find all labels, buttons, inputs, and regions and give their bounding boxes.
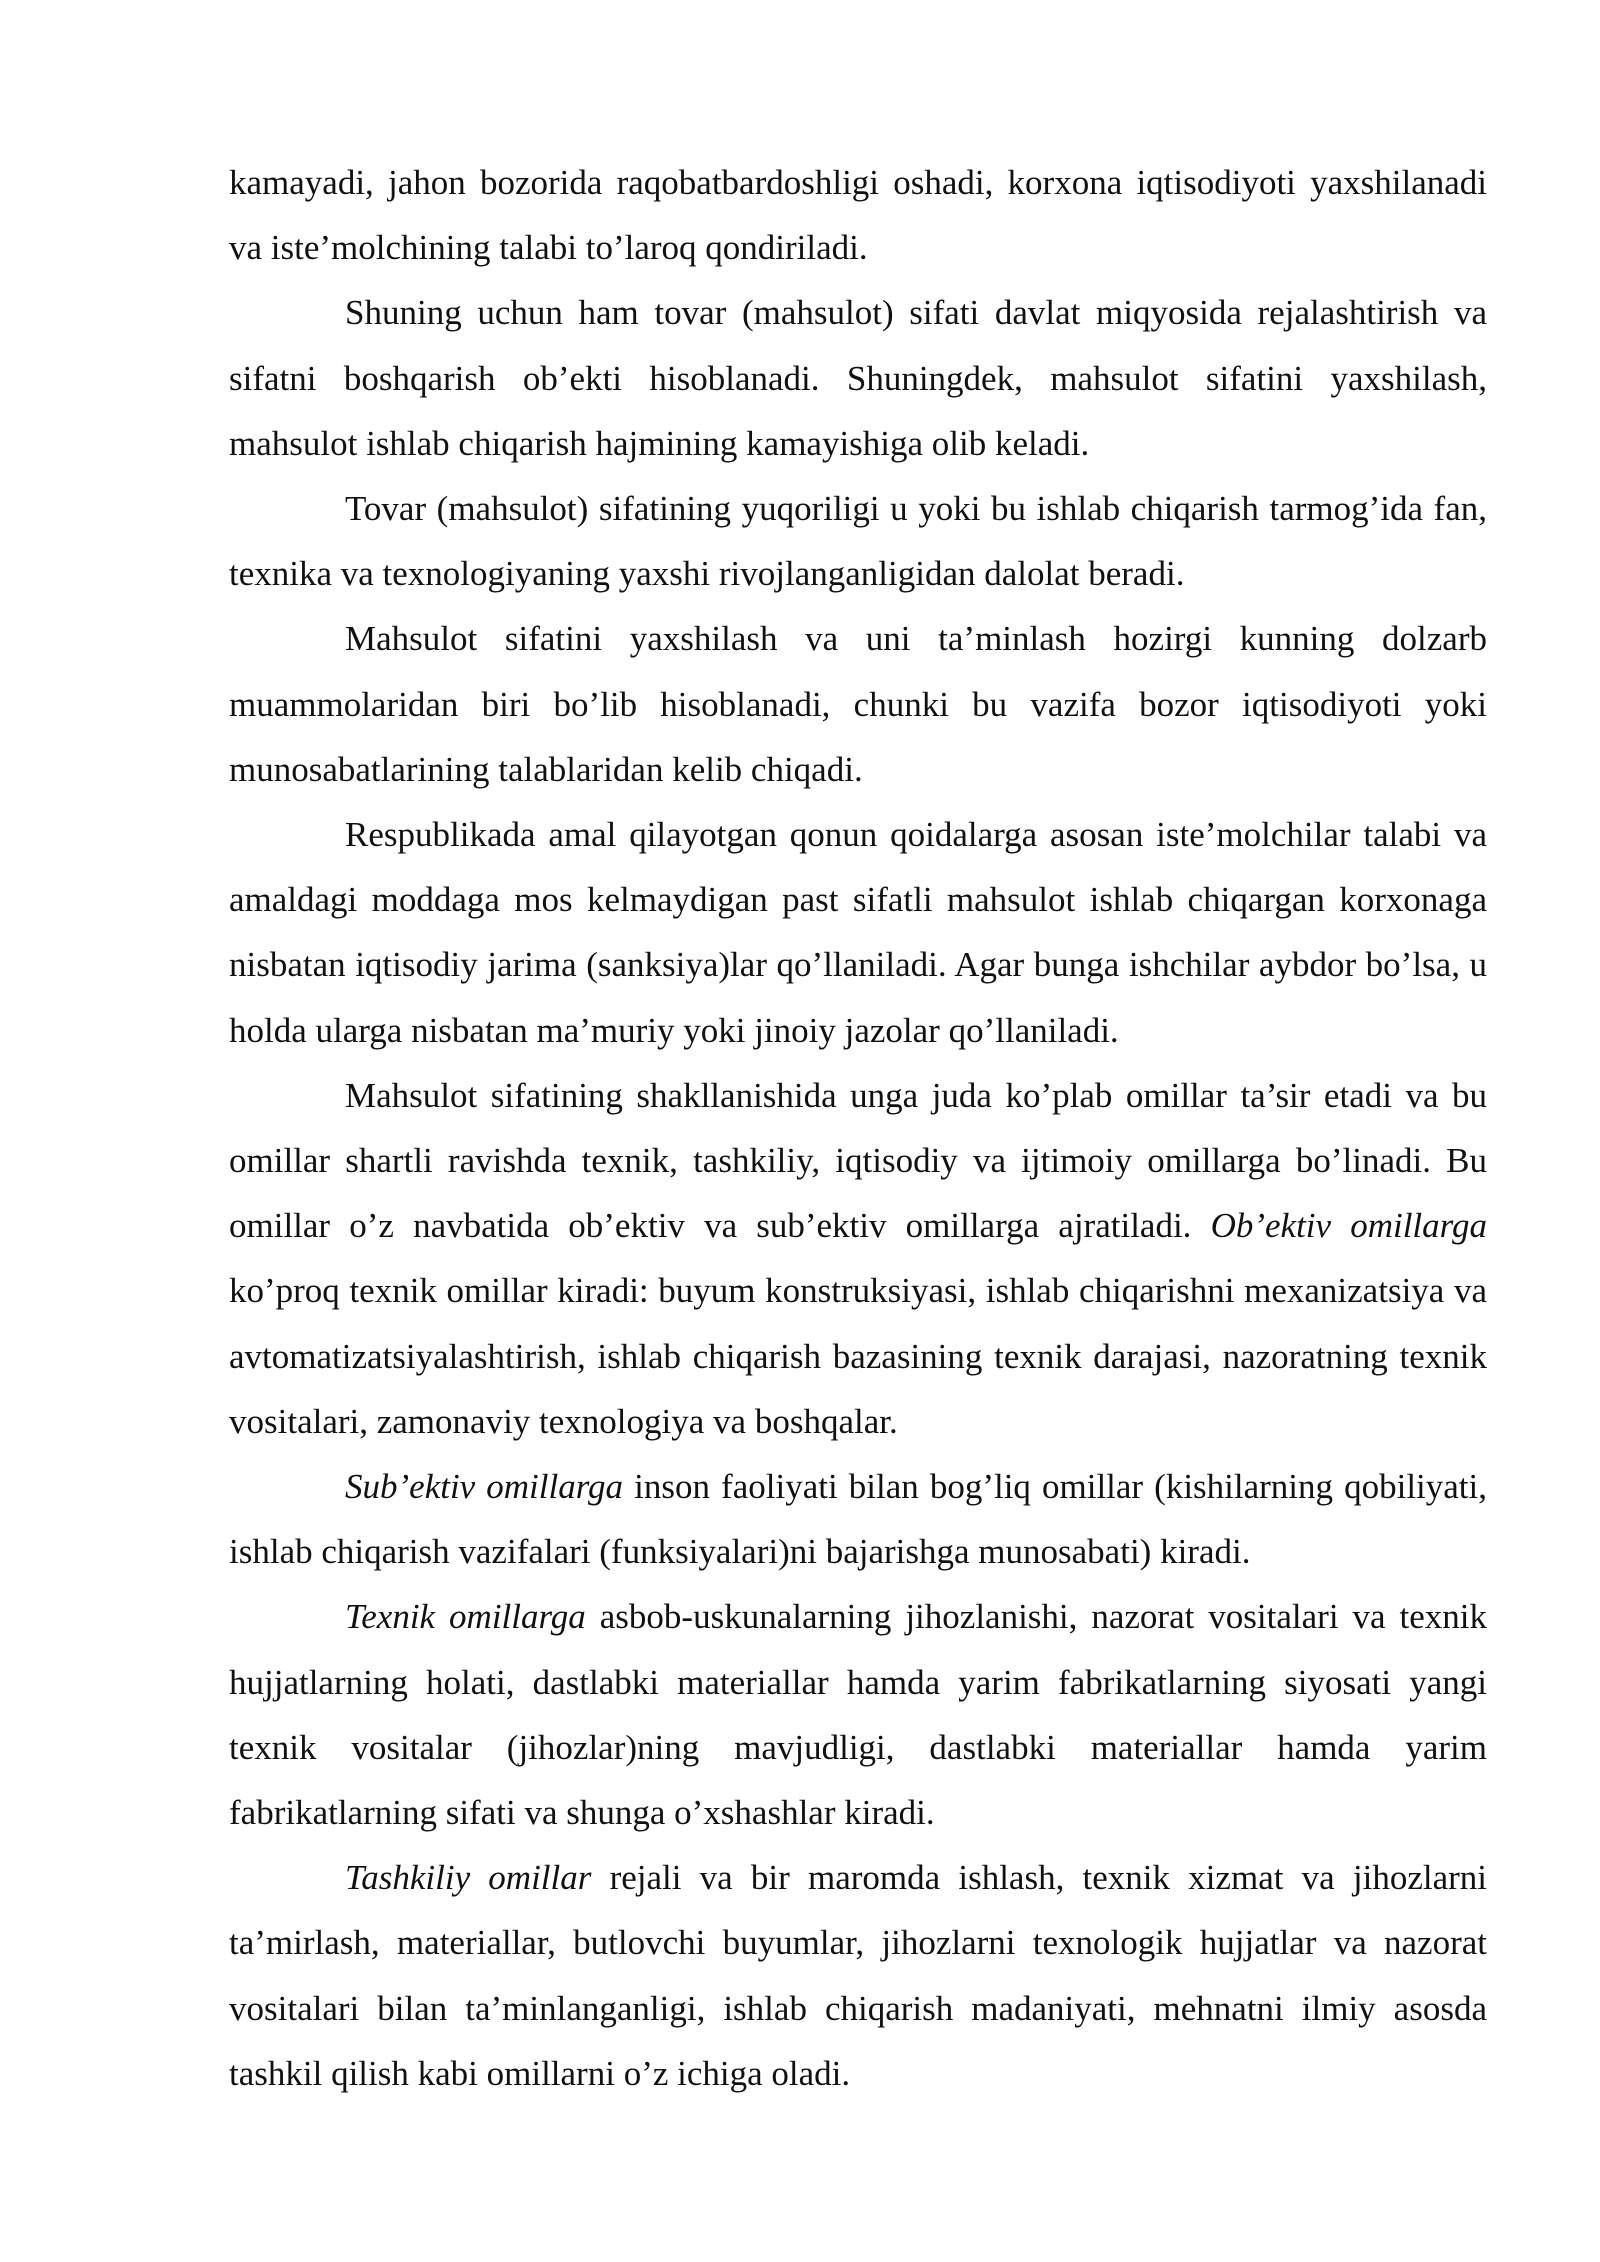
paragraph-quality-level <box>229 476 1487 606</box>
paragraph-sanctions <box>229 802 1487 1063</box>
term-technical-factors: Texnik omillarga <box>345 1597 586 1637</box>
paragraph-text: ko’proq texnik omillar kiradi: buyum konstruksiyasi, ishlab chiqarishni mexanizatsiya va avtomatizatsiyalashtirish, ishlab chiqarish bazasining texnik darajasi, nazoratning texnik vositalari, zamonaviy texnologiya va boshqalar. <box>229 1271 1487 1441</box>
paragraph-continuation <box>229 150 1487 280</box>
term-organizational-factors: Tashkiliy omillar <box>345 1858 592 1898</box>
paragraph-technical-factors <box>229 1584 1487 1845</box>
paragraph-quality-factors <box>229 1063 1487 1454</box>
document-page <box>229 150 1487 2106</box>
paragraph-text: Tovar (mahsulot) sifatining yuqoriligi u yoki bu ishlab chiqarish tarmog’ida fan, texnika va texnologiyaning yaxshi rivojlanganligidan dalolat beradi. <box>229 489 1487 594</box>
term-subjective-factors: Sub’ektiv omillarga <box>345 1467 624 1507</box>
paragraph-text: Shuning uchun ham tovar (mahsulot) sifati davlat miqyosida rejalashtirish va sifatni boshqarish ob’ekti hisoblanadi. Shuningdek, mahsulot sifatini yaxshilash, mahsulot ishlab chiqarish hajmining kamayishiga olib keladi. <box>229 293 1487 463</box>
paragraph-text: rejali va bir maromda ishlash, texnik xizmat va jihozlarni ta’mirlash, materiallar, butlovchi buyumlar, jihozlarni texnologik hujjatlar va nazorat vositalari bilan ta’minlanganligi, ishlab chiqarish madaniyati, mehnatni ilmiy asosda tashkil qilish kabi omillarni o’z ichiga oladi. <box>229 1858 1488 2093</box>
paragraph-quality-planning <box>229 280 1487 476</box>
paragraph-text: Respublikada amal qilayotgan qonun qoidalarga asosan iste’molchilar talabi va amaldagi moddaga mos kelmaydigan past sifatli mahsulot ishlab chiqargan korxonaga nisbatan iqtisodiy jarima (sanksiya)lar qo’llaniladi. Agar bunga ishchilar aybdor bo’lsa, u holda ularga nisbatan ma’muriy yoki jinoiy jazolar qo’llaniladi. <box>229 815 1487 1050</box>
paragraph-text: Mahsulot sifatini yaxshilash va uni ta’minlash hozirgi kunning dolzarb muammolaridan biri bo’lib hisoblanadi, chunki bu vazifa bozor iqtisodiyoti yoki munosabatlarining talablaridan kelib chiqadi. <box>229 619 1487 789</box>
paragraph-text: asbob-uskunalarning jihozlanishi, nazorat vositalari va texnik hujjatlarning holati, dastlabki materiallar hamda yarim fabrikatlarning siyosati yangi texnik vositalar (jihozlar)ning mavjudligi, dastlabki materiallar hamda yarim fabrikatlarning sifati va shunga o’xshashlar kiradi. <box>229 1597 1487 1833</box>
term-objective-factors: Ob’ektiv omillarga <box>1210 1206 1487 1246</box>
paragraph-organizational-factors <box>229 1845 1487 2106</box>
paragraph-text: inson faoliyati bilan bog’liq omillar (kishilarning qobiliyati, ishlab chiqarish vazifalari (funksiyalari)ni bajarishga munosabati) kiradi. <box>229 1467 1488 1572</box>
paragraph-text: kamayadi, jahon bozorida raqobatbardoshligi oshadi, korxona iqtisodiyoti yaxshilanadi va iste’molchining talabi to’laroq qondiriladi. <box>229 163 1487 268</box>
paragraph-quality-improvement <box>229 606 1487 802</box>
paragraph-text: Mahsulot sifatining shakllanishida unga juda ko’plab omillar ta’sir etadi va bu omillar shartli ravishda texnik, tashkiliy, iqtisodiy va ijtimoiy omillarga bo’linadi. Bu omillar o’z navbatida ob’ektiv va sub’ektiv omillarga ajratiladi. <box>229 1075 1487 1246</box>
paragraph-subjective-factors <box>229 1454 1487 1584</box>
